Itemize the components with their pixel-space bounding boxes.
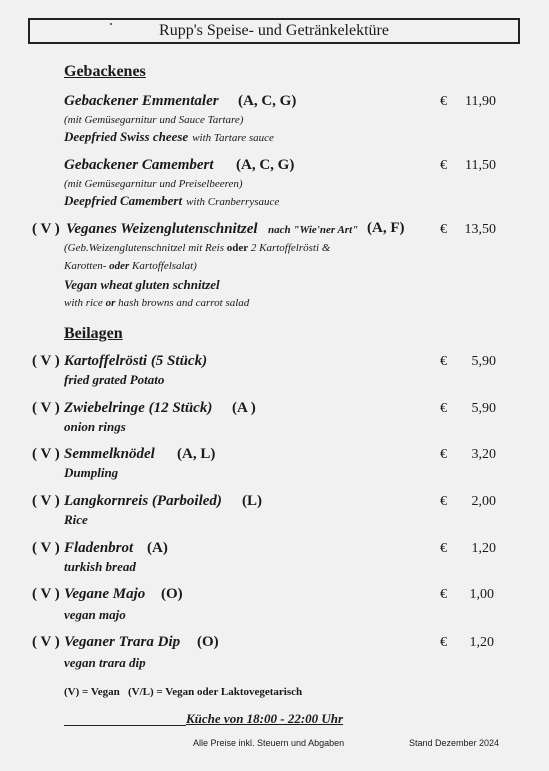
euro-sign: € xyxy=(440,94,447,109)
hours-underline-left xyxy=(64,725,186,726)
allergen-codes: (A, L) xyxy=(177,446,216,462)
allergen-codes: (A) xyxy=(147,540,168,556)
item-name: Zwiebelringe (12 Stück) xyxy=(64,400,213,416)
note-or: oder xyxy=(109,260,130,272)
note-part: 2 Kartoffelrösti & xyxy=(250,242,331,254)
english-name: Vegan wheat gluten schnitzel xyxy=(64,277,220,292)
tax-note: Alle Preise inkl. Steuern und Abgaben xyxy=(193,738,345,748)
item-price: 11,90 xyxy=(465,94,496,109)
vegan-mark: ( V ) xyxy=(32,540,60,556)
item-name: Fladenbrot xyxy=(64,540,134,556)
euro-sign: € xyxy=(440,587,447,602)
vegan-mark: ( V ) xyxy=(32,400,60,416)
speck-dot xyxy=(110,23,112,25)
euro-sign: € xyxy=(440,541,447,556)
euro-sign: € xyxy=(440,158,447,173)
allergen-codes: (O) xyxy=(197,634,219,650)
note-part: Karotten- xyxy=(64,260,107,272)
item-style: nach "Wie'ner Art" xyxy=(268,224,359,236)
english-name: onion rings xyxy=(64,419,126,434)
item-price: 5,90 xyxy=(471,354,496,369)
item-price: 2,00 xyxy=(471,494,496,509)
vegan-mark: ( V ) xyxy=(32,353,60,369)
item-name: Kartoffelrösti (5 Stück) xyxy=(64,353,208,369)
english-name: vegan trara dip xyxy=(64,655,146,670)
euro-sign: € xyxy=(440,401,447,416)
vegan-mark: ( V ) xyxy=(32,446,60,462)
item-description-line-1 xyxy=(64,242,330,254)
item-price: 3,20 xyxy=(471,447,496,462)
english-name: fried grated Potato xyxy=(64,372,165,387)
allergen-codes: (L) xyxy=(242,493,262,509)
allergen-codes: (A ) xyxy=(232,400,256,416)
euro-sign: € xyxy=(440,222,447,237)
allergen-codes: (A, F) xyxy=(367,220,405,236)
item-price: 1,00 xyxy=(469,587,494,602)
item-price: 1,20 xyxy=(471,541,496,556)
item-description: (mit Gemüsegarnitur und Preiselbeeren) xyxy=(64,178,243,190)
note-part: hash browns and carrot salad xyxy=(118,297,250,309)
item-name: Gebackener Camembert xyxy=(64,157,214,173)
note-part: Kartoffelsalat) xyxy=(132,260,197,272)
menu-title: Rupp's Speise- und Getränkelektüre xyxy=(28,18,520,44)
legend: (V) = Vegan (V/L) = Vegan oder Laktovegetarisch xyxy=(64,686,303,698)
english-note: with Tartare sauce xyxy=(192,132,274,144)
note-or: or xyxy=(105,297,116,309)
english-name: Deepfried Swiss cheese xyxy=(64,129,189,144)
item-english xyxy=(64,192,279,210)
kitchen-hours: Küche von 18:00 - 22:00 Uhr xyxy=(186,711,344,726)
allergen-codes: (A, C, G) xyxy=(238,93,297,109)
english-note xyxy=(64,297,249,309)
allergen-codes: (O) xyxy=(161,586,183,602)
euro-sign: € xyxy=(440,494,447,509)
vegan-mark: ( V ) xyxy=(32,493,60,509)
vegan-mark: ( V ) xyxy=(32,221,60,237)
euro-sign: € xyxy=(440,635,447,650)
vegan-mark: ( V ) xyxy=(32,586,60,602)
item-name: Vegane Majo xyxy=(64,586,146,602)
item-name: Semmelknödel xyxy=(64,446,155,462)
section-heading-gebackenes: Gebackenes xyxy=(64,63,146,80)
item-price: 1,20 xyxy=(469,635,494,650)
english-name: Rice xyxy=(64,512,88,527)
vegan-mark: ( V ) xyxy=(32,634,60,650)
item-price: 11,50 xyxy=(465,158,496,173)
item-name: Langkornreis (Parboiled) xyxy=(64,493,222,509)
item-name: Gebackener Emmentaler xyxy=(64,93,219,109)
allergen-codes: (A, C, G) xyxy=(236,157,295,173)
item-price: 13,50 xyxy=(464,222,496,237)
euro-sign: € xyxy=(440,447,447,462)
item-price: 5,90 xyxy=(471,401,496,416)
note-part: (Geb.Weizenglutenschnitzel mit Reis xyxy=(64,242,224,254)
english-name: turkish bread xyxy=(64,559,136,574)
item-name: Veganer Trara Dip xyxy=(64,634,181,650)
english-name: vegan majo xyxy=(64,607,126,622)
note-or: oder xyxy=(226,242,249,254)
item-name: Veganes Weizenglutenschnitzel xyxy=(66,221,258,237)
note-part: with rice xyxy=(64,297,103,309)
item-english xyxy=(64,128,274,146)
english-name: Deepfried Camembert xyxy=(64,193,183,208)
item-description-line-2 xyxy=(64,260,197,272)
item-description: (mit Gemüsegarnitur und Sauce Tartare) xyxy=(64,114,244,126)
english-note: with Cranberrysauce xyxy=(186,196,280,208)
euro-sign: € xyxy=(440,354,447,369)
english-name: Dumpling xyxy=(64,465,119,480)
section-heading-beilagen: Beilagen xyxy=(64,325,123,342)
stand-date: Stand Dezember 2024 xyxy=(409,738,500,748)
